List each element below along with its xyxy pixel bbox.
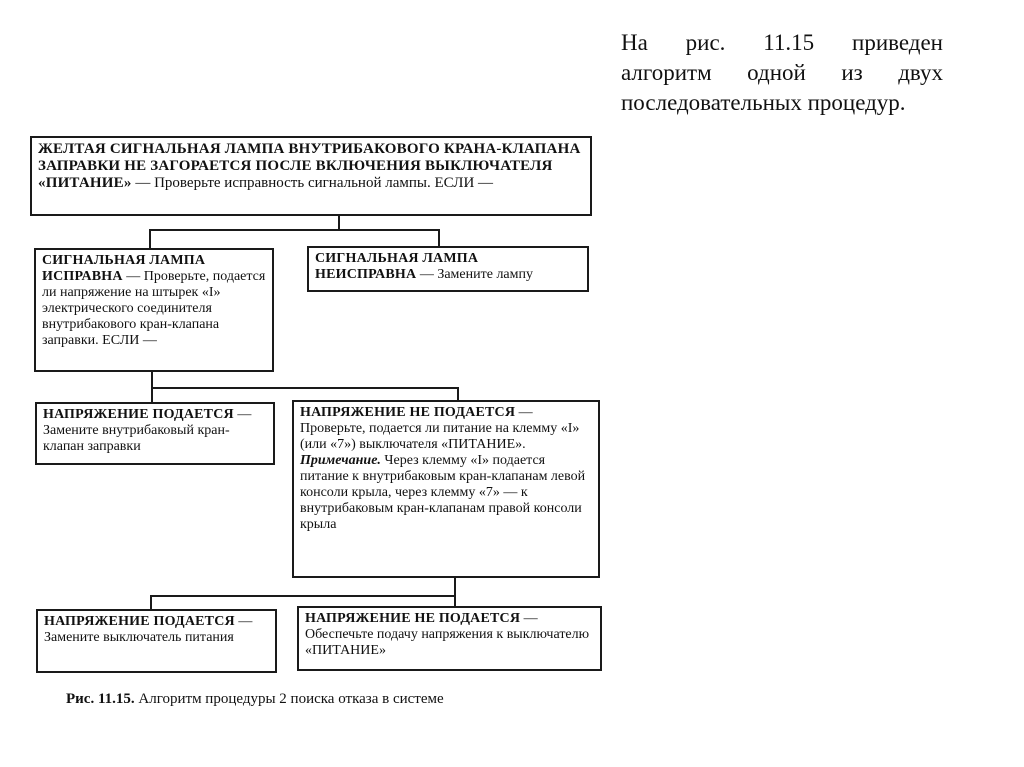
connector-voltage-absent-down (454, 578, 456, 596)
voltage-present-2-heading: НАПРЯЖЕНИЕ ПОДАЕТСЯ (44, 614, 235, 629)
lamp-faulty-box (307, 246, 589, 292)
voltage-absent-2-box (297, 606, 602, 671)
connector-to-voltage-absent-1 (457, 387, 459, 401)
root-heading: ЖЕЛТАЯ СИГНАЛЬНАЯ ЛАМПА ВНУТРИБАКОВОГО КРАНА-КЛАПАНА ЗАПРАВКИ НЕ ЗАГОРАЕТСЯ ПОСЛЕ ВКЛЮЧЕНИЯ ВЫКЛЮЧАТЕЛЯ «ПИТАНИЕ» (38, 141, 581, 191)
voltage-absent-2-body: — Обеспечьте подачу напряжения к выключателю «ПИТАНИЕ» (305, 611, 590, 658)
connector-voltage-absent-branch (150, 595, 456, 597)
figure-caption (66, 690, 444, 708)
connector-to-lamp-ok (149, 229, 151, 249)
root-condition-box (30, 136, 592, 216)
lamp-faulty-heading: СИГНАЛЬНАЯ ЛАМПА НЕИСПРАВНА (315, 251, 479, 282)
note-body: Через клемму «I» подается питание к внутрибаковым кран-клапанам левой консоли крыла, через клемму «7» — к внутрибаковым кран-клапанам правой консоли крыла (300, 453, 586, 532)
voltage-absent-1-body: — Проверьте, подается ли питание на клемму «I» (или «7») выключателя «ПИТАНИЕ». (300, 405, 580, 452)
voltage-absent-2-heading: НАПРЯЖЕНИЕ НЕ ПОДАЕТСЯ (305, 611, 521, 626)
intro-paragraph: На рис. 11.15 приведен алгоритм одной из двух последовательных процедур. (621, 30, 943, 115)
voltage-absent-1-box (292, 400, 600, 578)
connector-root-down (338, 216, 340, 230)
voltage-present-1-body: — Замените внутрибаковый кран-клапан заправки (43, 407, 252, 454)
lamp-faulty-body: — Замените лампу (416, 267, 533, 282)
voltage-present-1-box (35, 402, 275, 465)
voltage-present-1-heading: НАПРЯЖЕНИЕ ПОДАЕТСЯ (43, 407, 234, 422)
figure-label: Рис. 11.15. (66, 691, 135, 707)
note-label: Примечание. (300, 453, 381, 468)
voltage-present-2-body: — Замените выключатель питания (44, 614, 253, 645)
lamp-ok-heading: СИГНАЛЬНАЯ ЛАМПА ИСПРАВНА (42, 253, 206, 284)
connector-to-lamp-faulty (438, 229, 440, 247)
connector-root-branch (149, 229, 440, 231)
root-body: — Проверьте исправность сигнальной лампы. ЕСЛИ — (131, 175, 494, 191)
lamp-ok-box (34, 248, 274, 372)
connector-to-voltage-present-2 (150, 595, 152, 610)
voltage-present-2-box (36, 609, 277, 673)
connector-to-voltage-present-1 (151, 387, 153, 403)
figure-caption-text: Алгоритм процедуры 2 поиска отказа в системе (134, 691, 444, 707)
voltage-absent-1-heading: НАПРЯЖЕНИЕ НЕ ПОДАЕТСЯ (300, 405, 516, 420)
lamp-ok-body: — Проверьте, подается ли напряжение на штырек «I» электрического соединителя внутрибакового кран-клапана заправки. ЕСЛИ — (42, 269, 266, 348)
connector-lamp-ok-down (151, 372, 153, 388)
connector-lamp-ok-branch (151, 387, 459, 389)
